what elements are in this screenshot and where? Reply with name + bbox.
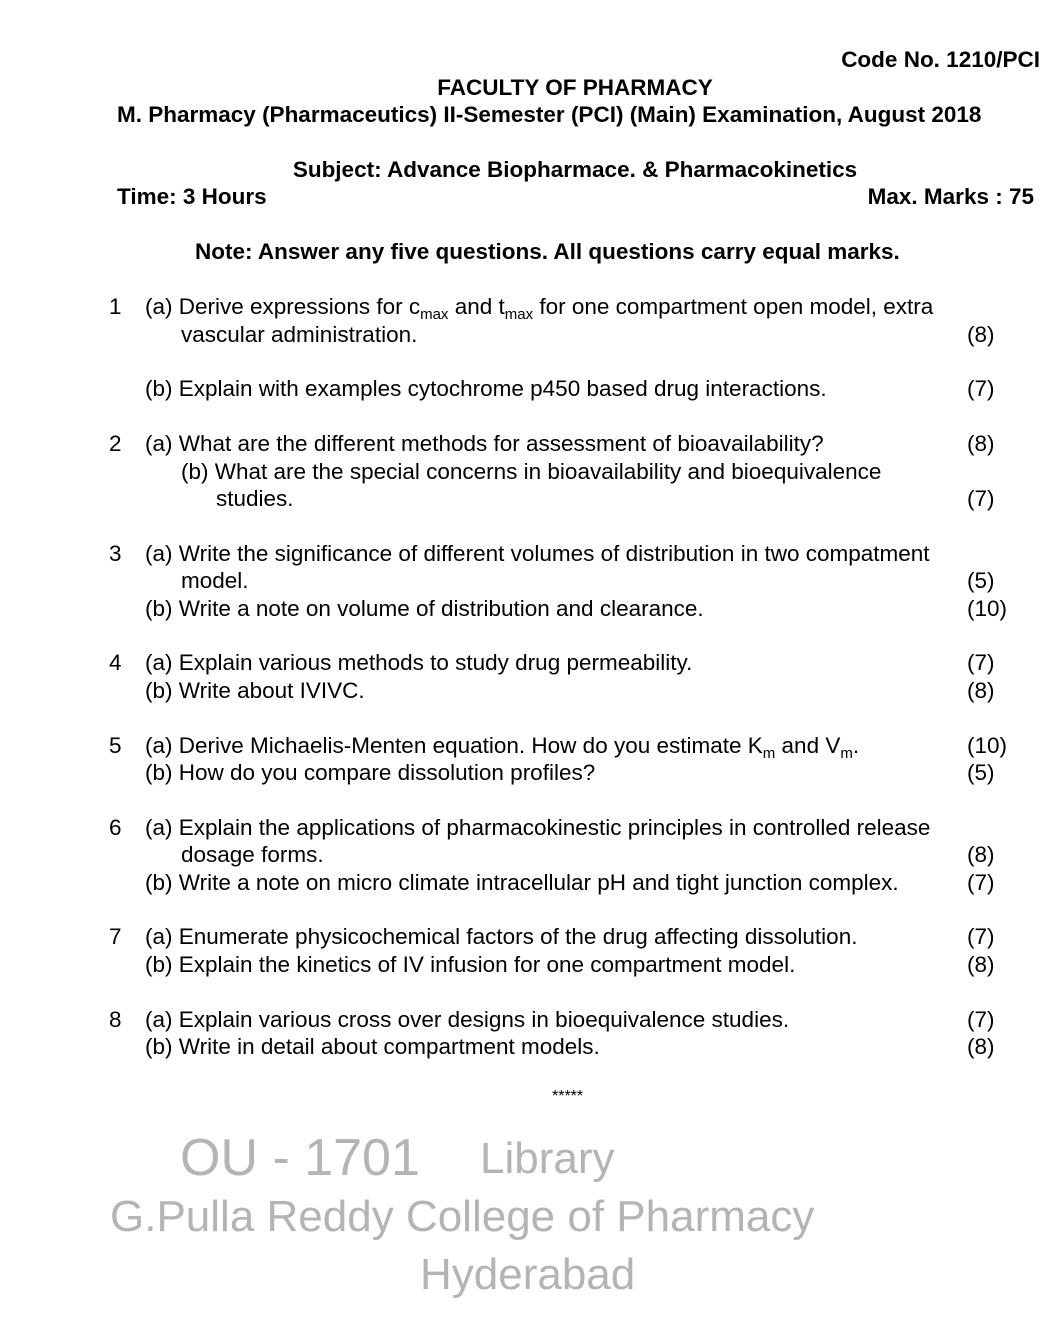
question-part-a: (a) What are the different methods for assessment of bioavailability? <box>145 431 824 456</box>
code-number: Code No. 1210/PCI <box>841 47 1040 72</box>
question-part-a <box>145 294 934 323</box>
marks: (8) <box>967 952 995 977</box>
question-part-b: (b) Write in detail about compartment models. <box>145 1034 600 1059</box>
text: and t <box>448 294 505 319</box>
subject: Subject: Advance Biopharmace. & Pharmacokinetics <box>292 157 858 182</box>
marks: (7) <box>967 486 995 511</box>
question-part-a: (a) Enumerate physicochemical factors of the drug affecting dissolution. <box>145 924 858 949</box>
question-part-a: (a) Explain various methods to study drug permeability. <box>145 650 693 675</box>
question-number: 3 <box>109 541 122 566</box>
subscript: m <box>840 745 853 762</box>
question-number: 8 <box>109 1007 122 1032</box>
question-part-b: (b) Write a note on micro climate intracellular pH and tight junction complex. <box>145 870 899 895</box>
faculty-title: FACULTY OF PHARMACY <box>437 75 713 100</box>
question-part-a-cont: vascular administration. <box>181 322 418 347</box>
question-part-a-cont: dosage forms. <box>181 842 324 867</box>
marks: (8) <box>967 431 995 456</box>
question-number: 2 <box>109 431 122 456</box>
end-mark: ***** <box>552 1088 584 1105</box>
text: (a) Derive Michaelis-Menten equation. How do you estimate K <box>145 733 763 758</box>
question-part-a <box>145 733 860 762</box>
time: Time: 3 Hours <box>117 184 267 209</box>
question-number: 7 <box>109 924 122 949</box>
marks: (7) <box>967 1007 995 1032</box>
watermark-ou-number: OU - 1701 <box>180 1129 420 1187</box>
watermark-city: Hyderabad <box>420 1250 636 1299</box>
marks: (10) <box>967 596 1008 621</box>
question-number: 1 <box>109 294 122 319</box>
question-part-a: (a) Write the significance of different volumes of distribution in two compatment <box>145 541 930 566</box>
marks: (8) <box>967 678 995 703</box>
marks: (8) <box>967 322 995 347</box>
marks: (7) <box>967 870 995 895</box>
question-part-b: (b) What are the special concerns in bioavailability and bioequivalence <box>181 459 882 484</box>
subscript: m <box>762 745 776 762</box>
marks: (7) <box>967 650 995 675</box>
text: (a) Derive expressions for c <box>145 294 421 319</box>
question-part-b: (b) Write a note on volume of distribution and clearance. <box>145 596 704 621</box>
marks: (5) <box>967 568 995 593</box>
question-number: 4 <box>109 650 122 675</box>
marks: (8) <box>967 1034 995 1059</box>
marks: (7) <box>967 376 995 401</box>
question-part-a-cont: model. <box>181 568 249 593</box>
subscript: max <box>504 306 534 323</box>
marks: (5) <box>967 760 995 785</box>
question-part-b-cont: studies. <box>216 486 294 511</box>
exam-title: M. Pharmacy (Pharmaceutics) II-Semester (PCI) (Main) Examination, August 2018 <box>117 102 982 127</box>
question-part-a: (a) Explain various cross over designs in bioequivalence studies. <box>145 1007 790 1032</box>
max-marks: Max. Marks : 75 <box>867 184 1034 209</box>
text: and V <box>775 733 841 758</box>
marks: (10) <box>967 733 1008 758</box>
question-part-b: (b) Explain with examples cytochrome p450 based drug interactions. <box>145 376 827 401</box>
question-part-b: (b) How do you compare dissolution profiles? <box>145 760 596 785</box>
question-part-b: (b) Write about IVIVC. <box>145 678 365 703</box>
marks: (8) <box>967 842 995 867</box>
watermark-college: G.Pulla Reddy College of Pharmacy <box>110 1192 815 1241</box>
question-part-a: (a) Explain the applications of pharmacokinestic principles in controlled release <box>145 815 931 840</box>
watermark-library: Library <box>480 1134 615 1183</box>
question-number: 6 <box>109 815 122 840</box>
note: Note: Answer any five questions. All questions carry equal marks. <box>195 239 900 264</box>
text: for one compartment open model, extra <box>533 294 934 319</box>
marks: (7) <box>967 924 995 949</box>
question-number: 5 <box>109 733 122 758</box>
question-part-b: (b) Explain the kinetics of IV infusion for one compartment model. <box>145 952 796 977</box>
text: . <box>852 733 860 758</box>
subscript: max <box>420 306 449 323</box>
